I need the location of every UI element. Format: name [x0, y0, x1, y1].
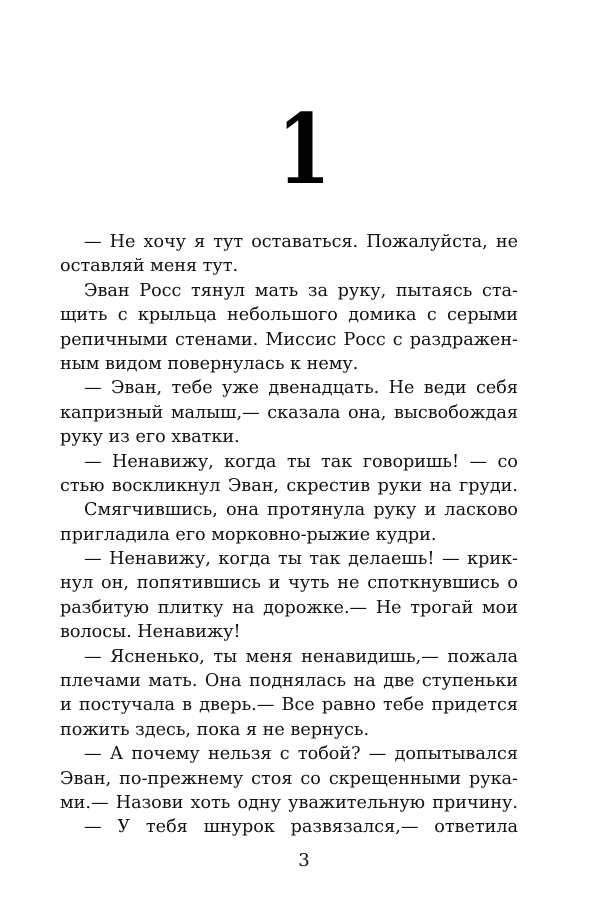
text-line: щить с крыльца небольшого домика с серыми — [60, 305, 518, 326]
text-line: капризный малыш,— сказала она, высвобождая — [60, 402, 518, 423]
text-line: — Не хочу я тут оставаться. Пожалуйста, не — [84, 232, 518, 252]
body-text — [60, 230, 518, 840]
text-line: и постучала в дверь.— Все равно тебе придется — [60, 695, 518, 716]
text-line: Смягчившись, она протянула руку и ласково — [84, 500, 518, 521]
text-line: ми.— Назови хоть одну уважительную причину. — [60, 792, 518, 813]
page-number: 3 — [298, 850, 310, 871]
text-line: репичными стенами. Миссис Росс с раздражен- — [60, 329, 518, 350]
text-line: — У тебя шнурок развязался,— ответила — [84, 817, 518, 838]
chapter-number: 1 — [277, 93, 331, 206]
text-line: Эван Росс тянул мать за руку, пытаясь ста- — [84, 280, 518, 301]
text-line: руку из его хватки. — [60, 427, 240, 448]
text-line: пожить здесь, пока я не вернусь. — [60, 719, 370, 740]
text-line: — Ясненько, ты меня ненавидишь,— пожала — [84, 646, 518, 667]
text-line: — Ненавижу, когда ты так делаешь! — крик- — [84, 549, 518, 570]
text-line: разбитую плитку на дорожке.— Не трогай мои — [60, 597, 518, 618]
text-line: ным видом повернулась к нему. — [60, 353, 359, 374]
text-line: нул он, попятившись и чуть не споткнувшись о — [60, 573, 518, 594]
text-line: стью воскликнул Эван, скрестив руки на груди. — [60, 475, 518, 496]
text-line: — А почему нельзя с тобой? — допытывался — [84, 744, 518, 765]
text-line: плечами мать. Она поднялась на две ступеньки — [60, 671, 518, 692]
text-line: — Ненавижу, когда ты так говоришь! — со — [84, 451, 518, 472]
text-line: волосы. Ненавижу! — [60, 622, 241, 643]
text-line: — Эван, тебе уже двенадцать. Не веди себя — [84, 378, 518, 399]
text-line: пригладила его морковно-рыжие кудри. — [60, 524, 437, 545]
text-line: Эван, по-прежнему стоя со скрещенными рука- — [60, 768, 518, 789]
text-line: оставляй меня тут. — [60, 256, 239, 277]
